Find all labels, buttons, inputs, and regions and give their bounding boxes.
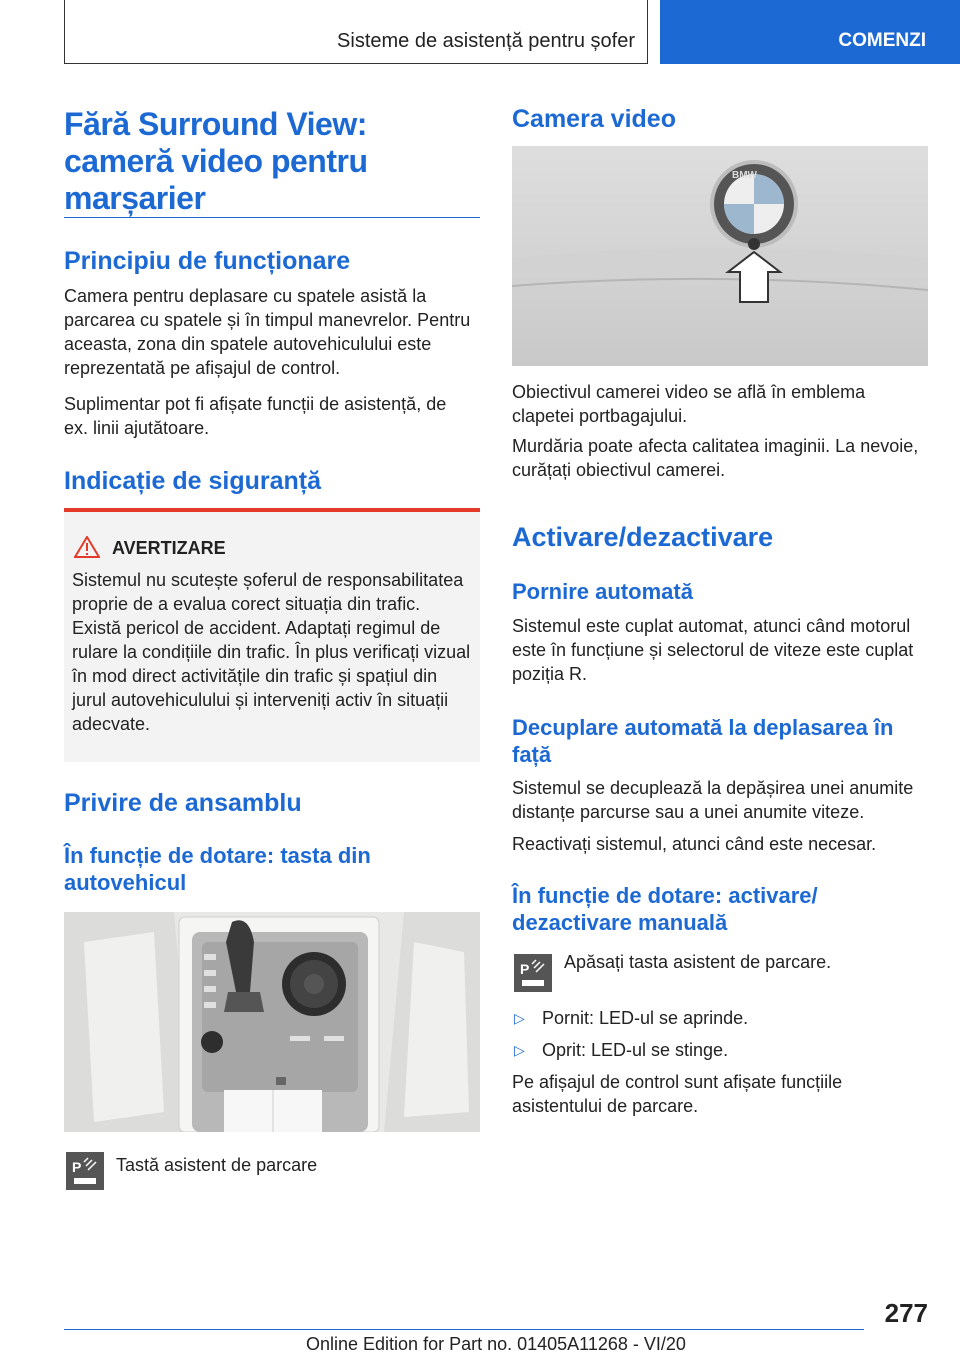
- equipment-heading: În funcție de dotare: tasta din autovehicul: [64, 843, 371, 895]
- auto-on-heading: Pornire automată: [512, 579, 693, 604]
- parking-assist-icon-right: [514, 954, 552, 992]
- auto-off-heading: Decuplare automată la deplasarea în față: [512, 715, 894, 767]
- manual-text: Apăsați tasta asistent de parcare.: [564, 952, 832, 972]
- console-illustration: [64, 912, 480, 1132]
- warning-text: Sistemul nu scutește șoferul de responsabilitatea proprie de a evalua corect situația din trafic. Există pericol de accident. Adaptați regimul de rulare la condițiile din trafic. În plus verificați vizual în mod direct activitățile din trafic și spațiul din jurul autovehiculului și interveniți activ în situații adecvate.: [72, 570, 471, 734]
- safety-heading: Indicație de siguranță: [64, 467, 322, 495]
- svg-text:P: P: [72, 1159, 82, 1175]
- warning-triangle-icon: [74, 536, 100, 558]
- camera-paragraph-2: Murdăria poate afecta calitatea imaginii. La nevoie, curățați obiectivul camerei.: [512, 436, 919, 480]
- overview-heading: Privire de ansamblu: [64, 789, 302, 817]
- camera-heading: Camera video: [512, 105, 676, 133]
- principle-paragraph-2: Suplimentar pot fi afișate funcții de asistență, de ex. linii ajutătoare.: [64, 394, 447, 438]
- parking-assist-icon-left: [66, 1152, 104, 1190]
- principle-heading: Principiu de funcționare: [64, 247, 351, 275]
- parking-assist-icon: [514, 954, 552, 992]
- bullet-marker-2: ▷: [514, 1042, 525, 1058]
- manual-heading: În funcție de dotare: activare/ dezactivare manuală: [512, 883, 818, 935]
- console-photo: [64, 912, 480, 1132]
- principle-paragraph-1: Camera pentru deplasare cu spatele asistă la parcarea cu spatele și în timpul manevrelor. Pentru aceasta, zona din spatele autovehiculului este reprezentată pe afișajul de control.: [64, 286, 471, 378]
- svg-text:P: P: [520, 961, 530, 977]
- bullet-marker-1: ▷: [514, 1010, 525, 1026]
- warning-box: [64, 508, 480, 762]
- bullet-1: Pornit: LED-ul se aprinde.: [542, 1008, 749, 1028]
- activation-heading: Activare/dezactivare: [512, 522, 774, 552]
- reactivate-text: Reactivați sistemul, atunci când este necesar.: [512, 834, 877, 854]
- page-title: Fără Surround View: cameră video pentru marșarier: [64, 106, 368, 216]
- button-caption: Tastă asistent de parcare: [116, 1155, 318, 1175]
- header-chapter-label: COMENZI: [838, 30, 926, 51]
- footer-rule: [64, 1329, 864, 1330]
- title-rule: [64, 217, 480, 218]
- logo-letters: BMW: [732, 170, 757, 181]
- footer-edition: Online Edition for Part no. 01405A11268 - VI/20: [306, 1334, 686, 1354]
- bullet-2: Oprit: LED-ul se stinge.: [542, 1040, 729, 1060]
- header-section-title: Sisteme de asistență pentru șofer: [337, 30, 635, 52]
- camera-paragraph-1: Obiectivul camerei video se află în emblema clapetei portbagajului.: [512, 382, 866, 426]
- header-section-box: [64, 0, 648, 64]
- parking-assist-icon: [66, 1152, 104, 1190]
- warning-title: AVERTIZARE: [112, 538, 226, 558]
- page-number: 277: [884, 1298, 928, 1328]
- header-chapter-tab[interactable]: [660, 0, 960, 64]
- tailgate-illustration: [512, 146, 928, 366]
- final-text: Pe afișajul de control sunt afișate funcțiile asistentului de parcare.: [512, 1072, 843, 1116]
- tailgate-photo: [512, 146, 928, 366]
- auto-on-text: Sistemul este cuplat automat, atunci când motorul este în funcțiune și selectorul de viteze este cuplat poziția R.: [512, 616, 914, 684]
- auto-off-text: Sistemul se decuplează la depășirea unei anumite distanțe parcurse sau a unei anumite viteze.: [512, 778, 914, 822]
